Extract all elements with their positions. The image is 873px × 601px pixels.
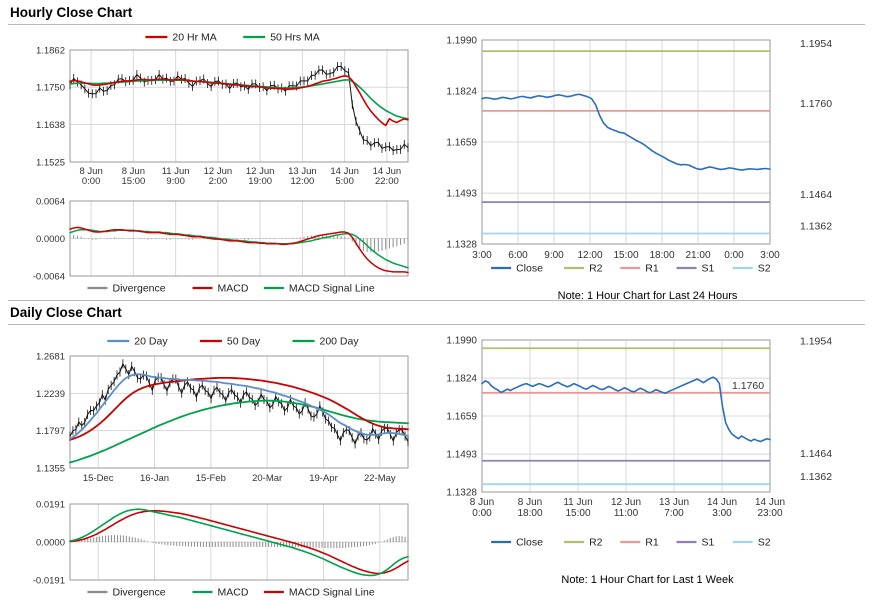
- level-value-s2: 1.1362: [799, 220, 833, 233]
- axis-label: -0.0064: [32, 271, 65, 283]
- axis-label: 1.1797: [35, 426, 65, 438]
- legend-label-divergence: Divergence: [112, 586, 166, 599]
- axis-label: 1.1493: [446, 188, 477, 200]
- axis-label: 0.0000: [35, 234, 65, 245]
- daily-title-divider: [8, 324, 865, 325]
- axis-label: 23:00: [757, 508, 783, 519]
- legend-label-r2: R2: [589, 262, 603, 275]
- legend-label-r2: R2: [589, 536, 603, 549]
- axis-label: 2:00: [208, 176, 228, 187]
- mid-divider: [8, 300, 865, 301]
- axis-label: 14 Jun: [330, 166, 359, 177]
- legend-label-20-hr-ma: 20 Hr MA: [172, 31, 217, 44]
- hourly-title-divider: [8, 24, 865, 25]
- axis-label: 3:00: [712, 508, 732, 519]
- level-value-s1: 1.1464: [799, 189, 833, 202]
- level-value-r2: 1.1954: [799, 38, 833, 51]
- axis-label: 9:00: [166, 176, 185, 187]
- axis-label: 1.1990: [446, 35, 477, 47]
- axis-label: 1.1750: [35, 82, 65, 94]
- axis-label: 14 Jun: [372, 166, 402, 177]
- axis-label: 15-Dec: [82, 473, 114, 484]
- axis-label: 8 Jun: [121, 166, 145, 177]
- level-value-s1: 1.1464: [799, 447, 833, 460]
- axis-label: 9:00: [544, 250, 564, 261]
- axis-label: 20-Mar: [252, 473, 283, 484]
- legend-label-r1: R1: [645, 536, 659, 549]
- axis-label: 21:00: [685, 250, 711, 261]
- legend-label-s1: S1: [701, 536, 715, 549]
- axis-label: 3:00: [760, 250, 780, 261]
- axis-label: 8 Jun: [469, 497, 495, 508]
- axis-label: 19:00: [248, 176, 273, 187]
- axis-label: 12 Jun: [245, 166, 275, 177]
- axis-label: 0.0064: [35, 196, 65, 208]
- axis-label: 1.1824: [446, 373, 477, 385]
- level-value-r1: 1.1760: [799, 97, 833, 110]
- daily-title-text: Daily Close Chart: [10, 305, 122, 320]
- axis-label: 1.1824: [446, 86, 477, 98]
- axis-label: 1.1328: [446, 487, 477, 499]
- hourly-note: [430, 286, 865, 304]
- axis-label: 15:00: [613, 250, 639, 261]
- axis-label: 0.0191: [35, 499, 65, 511]
- axis-label: 13 Jun: [658, 497, 690, 508]
- hourly-right-chart: [430, 26, 865, 288]
- daily-levels-svg: [430, 326, 865, 571]
- axis-label: 18:00: [649, 250, 675, 261]
- legend-label-200-day: 200 Day: [319, 335, 359, 348]
- legend-label-20-day: 20 Day: [134, 335, 168, 348]
- hourly-panel-title: [10, 4, 132, 22]
- legend-label-50-day: 50 Day: [226, 335, 261, 348]
- axis-label: 22-May: [363, 473, 396, 484]
- axis-label: 1.1525: [35, 157, 65, 169]
- axis-label: 19-Apr: [309, 473, 338, 484]
- axis-label: 1.1355: [35, 463, 65, 475]
- legend-label-50-hrs-ma: 50 Hrs MA: [270, 31, 320, 44]
- hourly-price-plot-bg: [70, 50, 408, 162]
- legend-label-macd-signal-line: MACD Signal Line: [288, 586, 375, 599]
- legend-label-close: Close: [516, 536, 543, 549]
- axis-label: 0:00: [724, 250, 744, 261]
- hourly-macd-signal: [70, 230, 408, 268]
- axis-label: 5:00: [335, 176, 354, 187]
- level-value-s2: 1.1362: [799, 471, 833, 484]
- legend-label-r1: R1: [645, 262, 659, 275]
- axis-label: 12:00: [290, 176, 315, 187]
- axis-label: 1.1990: [446, 335, 477, 347]
- axis-label: 1.1638: [35, 119, 65, 131]
- axis-label: 8 Jun: [517, 497, 543, 508]
- axis-label: 15:00: [121, 176, 146, 187]
- daily-note-text: Note: 1 Hour Chart for Last 1 Week: [561, 574, 734, 586]
- axis-label: 12 Jun: [610, 497, 642, 508]
- legend-label-close: Close: [516, 262, 543, 275]
- axis-label: 12 Jun: [203, 166, 233, 177]
- axis-label: 15:00: [565, 508, 591, 519]
- axis-label: 14 Jun: [754, 497, 786, 508]
- hourly-left-charts: [8, 26, 428, 295]
- axis-label: 1.1659: [446, 411, 477, 423]
- axis-label: 1.1328: [446, 239, 477, 251]
- axis-label: 0:00: [81, 176, 101, 187]
- axis-label: 1.1862: [35, 45, 65, 57]
- legend-label-macd: MACD: [217, 282, 249, 295]
- axis-label: 0.0000: [35, 537, 65, 549]
- daily-price-macd-svg: [8, 326, 428, 599]
- hourly-levels-svg: [430, 26, 865, 288]
- hourly-title-text: Hourly Close Chart: [10, 5, 133, 20]
- axis-label: 6:00: [508, 250, 528, 261]
- hourly-note-text: Note: 1 Hour Chart for Last 24 Hours: [557, 290, 738, 302]
- axis-label: 3:00: [472, 250, 492, 261]
- axis-label: 1.1493: [446, 449, 477, 461]
- daily-right-chart: [430, 326, 865, 571]
- axis-label: -0.0191: [32, 575, 65, 587]
- daily-panel-title: [10, 304, 122, 322]
- axis-label: 1.2681: [35, 351, 65, 363]
- axis-label: 16-Jan: [139, 473, 170, 484]
- axis-label: 14 Jun: [706, 497, 738, 508]
- daily-ma20-series: [70, 374, 408, 439]
- legend-label-s1: S1: [701, 262, 715, 275]
- legend-label-macd-signal-line: MACD Signal Line: [288, 282, 375, 295]
- legend-label-s2: S2: [757, 536, 771, 549]
- legend-label-macd: MACD: [217, 586, 249, 599]
- axis-label: 7:00: [664, 508, 684, 519]
- level-value-r2: 1.1954: [799, 335, 833, 348]
- axis-label: 13 Jun: [288, 166, 317, 177]
- axis-label: 1.2239: [35, 388, 65, 400]
- level-value-r1: 1.1760: [731, 379, 765, 392]
- axis-label: 15-Feb: [195, 473, 226, 484]
- daily-price-frame: [70, 356, 408, 468]
- axis-label: 12:00: [577, 250, 603, 261]
- hourly-macd-line: [70, 227, 408, 272]
- axis-label: 18:00: [517, 508, 543, 519]
- axis-label: 11:00: [613, 508, 639, 519]
- hourly-price-macd-svg: [8, 26, 428, 295]
- daily-note: [430, 570, 865, 588]
- axis-label: 11 Jun: [161, 166, 190, 177]
- axis-label: 11 Jun: [563, 497, 593, 508]
- axis-label: 22:00: [374, 176, 399, 187]
- legend-label-divergence: Divergence: [112, 282, 166, 295]
- axis-label: 1.1659: [446, 137, 477, 149]
- axis-label: 8 Jun: [79, 166, 103, 177]
- axis-label: 0:00: [472, 508, 492, 519]
- legend-label-s2: S2: [757, 262, 771, 275]
- daily-left-charts: [8, 326, 428, 599]
